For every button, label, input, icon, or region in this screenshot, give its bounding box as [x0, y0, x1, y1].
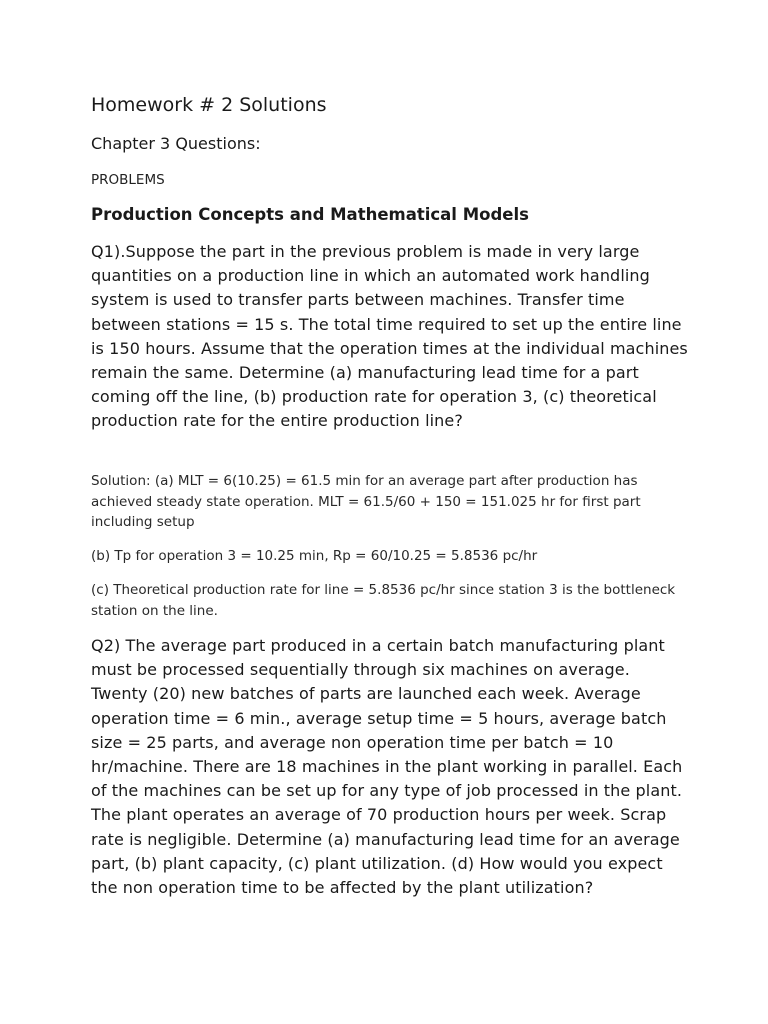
solution-part-c: (c) Theoretical production rate for line = 5.8536 pc/hr since station 3 is the bottleneck station on the line.	[91, 582, 676, 619]
solution-part-a: Solution: (a) MLT = 6(10.25) = 61.5 min for an average part after production has achieved steady state operation. MLT = 61.5/60 + 150 = 151.025 hr for first part including setup	[91, 473, 641, 530]
section-heading: Production Concepts and Mathematical Models	[91, 205, 529, 224]
solution-part-b: (b) Tp for operation 3 = 10.25 min, Rp = 60/10.25 = 5.8536 pc/hr	[91, 548, 538, 564]
chapter-heading: Chapter 3 Questions:	[91, 134, 261, 153]
document-title: Homework # 2 Solutions	[91, 94, 327, 116]
problems-label: PROBLEMS	[91, 172, 165, 188]
question-2: Q2) The average part produced in a certain batch manufacturing plant must be processed sequentially through six machines on average. Twenty (20) new batches of parts are launched each week. Average operation time = 6 min., average setup time = 5 hours, average batch size = 25 parts, and average non operation time per batch = 10 hr/machine. There are 18 machines in the plant working in parallel. Each of the machines can be set up for any type of job processed in the plant. The plant operates an average of 70 production hours per week. Scrap rate is negligible. Determine (a) manufacturing lead time for an average part, (b) plant capacity, (c) plant utilization. (d) How would you expect the non operation time to be affected by the plant utilization?	[91, 636, 683, 898]
question-1: Q1).Suppose the part in the previous problem is made in very large quantities on a production line in which an automated work handling system is used to transfer parts between machines. Transfer time between stations = 15 s. The total time required to set up the entire line is 150 hours. Assume that the operation times at the individual machines remain the same. Determine (a) manufacturing lead time for a part coming off the line, (b) production rate for operation 3, (c) theoretical production rate for the entire production line?	[91, 242, 688, 431]
